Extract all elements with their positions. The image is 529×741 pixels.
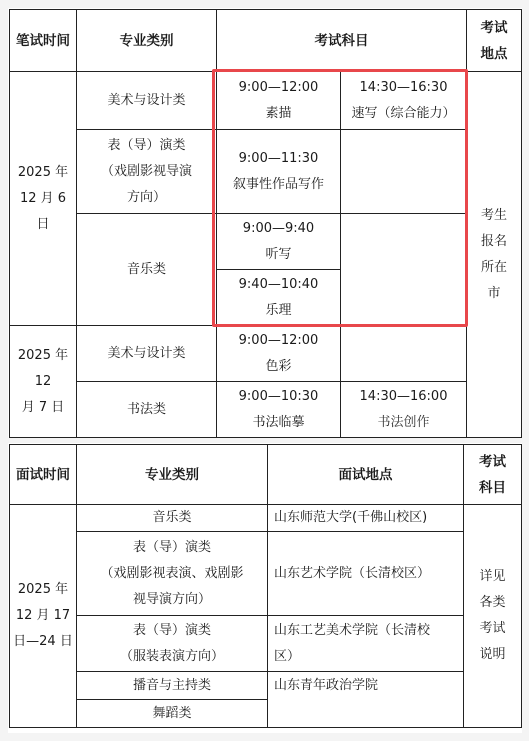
category-art-design-1: 美术与设计类	[77, 72, 217, 130]
interview-location-fashion: 山东工艺美术学院（长清校 区）	[268, 616, 464, 672]
interview-category-fashion: 表（导）演类 （服装表演方向）	[77, 616, 268, 672]
empty-cell-3	[341, 326, 467, 382]
interview-subject-value: 详见 各类 考试 说明	[464, 505, 522, 728]
empty-cell-2	[341, 214, 467, 326]
header-written-time: 笔试时间	[10, 10, 77, 72]
interview-category-dance: 舞蹈类	[77, 700, 268, 728]
subject-narrative-writing: 9:00—11:30 叙事性作品写作	[217, 130, 341, 214]
header-category: 专业类别	[77, 10, 217, 72]
empty-cell-1	[341, 130, 467, 214]
interview-location-music: 山东师范大学(千佛山校区)	[268, 505, 464, 532]
subject-music-theory: 9:40—10:40 乐理	[217, 270, 341, 326]
interview-date: 2025 年 12 月 17 日—24 日	[10, 505, 77, 728]
interview-category-perform: 表（导）演类 （戏剧影视表演、戏剧影 视导演方向）	[77, 532, 268, 616]
category-perform-director: 表（导）演类 （戏剧影视导演 方向）	[77, 130, 217, 214]
header-interview-location: 面试地点	[268, 445, 464, 505]
header-interview-time: 面试时间	[10, 445, 77, 505]
subject-speed-sketch: 14:30—16:30 速写（综合能力）	[341, 72, 467, 130]
category-calligraphy: 书法类	[77, 382, 217, 438]
category-art-design-2: 美术与设计类	[77, 326, 217, 382]
header-location: 考试 地点	[467, 10, 522, 72]
date-day2: 2025 年 12 月 7 日	[10, 326, 77, 438]
category-music: 音乐类	[77, 214, 217, 326]
header-subjects: 考试科目	[217, 10, 467, 72]
subject-color: 9:00—12:00 色彩	[217, 326, 341, 382]
interview-category-music: 音乐类	[77, 505, 268, 532]
interview-category-broadcast: 播音与主持类	[77, 672, 268, 700]
written-exam-table	[9, 9, 522, 438]
subject-sketch: 9:00—12:00 素描	[217, 72, 341, 130]
calligraphy-pm-subject: 书法创作	[377, 414, 430, 430]
date-day1: 2025 年 12 月 6 日	[10, 72, 77, 326]
interview-table	[9, 444, 522, 728]
interview-location-broadcast: 山东青年政治学院	[268, 672, 464, 728]
location-value: 考生 报名 所在 市	[467, 72, 522, 438]
subject-calligraphy-copy: 9:00—10:30 书法临摹	[217, 382, 341, 438]
header-interview-subject: 考试 科目	[464, 445, 522, 505]
header-interview-category: 专业类别	[77, 445, 268, 505]
subject-dictation: 9:00—9:40 听写	[217, 214, 341, 270]
interview-location-perform: 山东艺术学院（长清校区）	[268, 532, 464, 616]
subject-calligraphy-creation	[341, 382, 467, 438]
calligraphy-pm-time: 14:30—16:00	[359, 388, 448, 404]
